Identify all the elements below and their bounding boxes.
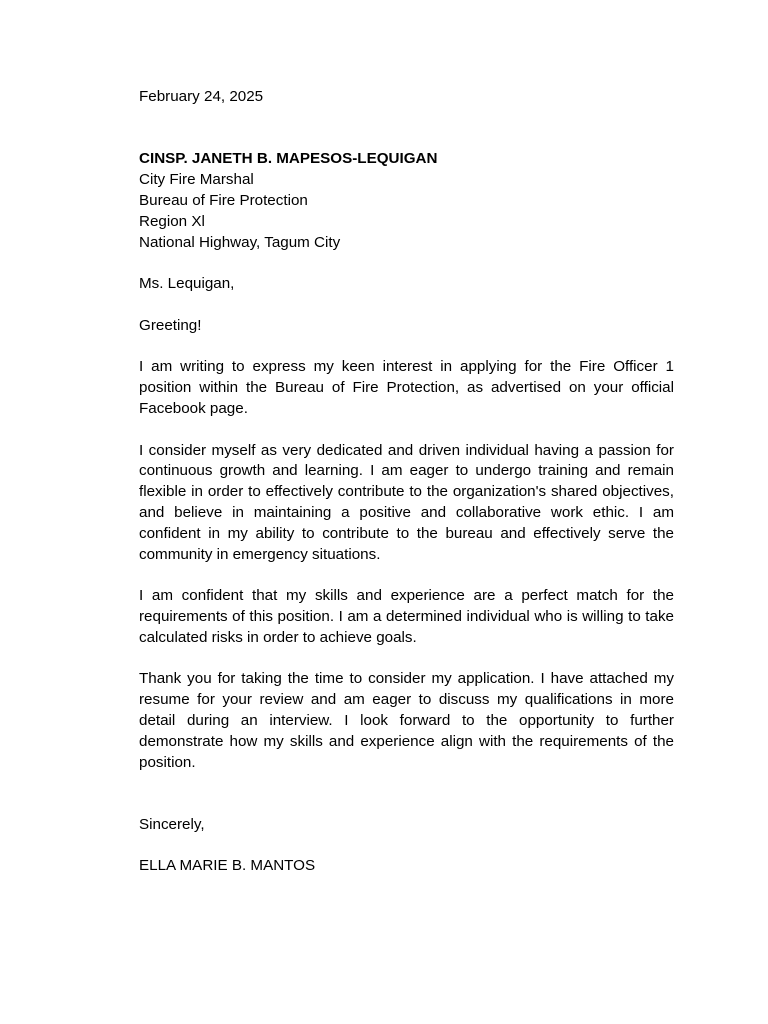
closing: Sincerely,: [139, 815, 205, 833]
application-letter: [139, 87, 674, 877]
recipient-region: Region Xl: [139, 212, 205, 230]
body-paragraph-interest: I am writing to express my keen interest in applying for the Fire Officer 1 position within the Bureau of Fire Protection, as advertised on your official Facebook page.: [139, 358, 674, 417]
recipient-block: [139, 149, 674, 253]
recipient-address: National Highway, Tagum City: [139, 233, 341, 251]
greeting: Greeting!: [139, 316, 202, 334]
recipient-organization: Bureau of Fire Protection: [139, 191, 308, 209]
recipient-name: CINSP. JANETH B. MAPESOS-LEQUIGAN: [139, 150, 438, 168]
body-paragraph-skills: I am confident that my skills and experience are a perfect match for the requirements of this position. I am a determined individual who is willing to take calculated risks in order to achieve goals.: [139, 587, 674, 646]
body-paragraph-dedication: I consider myself as very dedicated and driven individual having a passion for continuous growth and learning. I am eager to undergo training and remain flexible in order to effectively contribute to the organization's shared objectives, and believe in maintaining a positive and collaborative work ethic. I am confident in my ability to contribute to the bureau and effectively serve the community in emergency situations.: [139, 441, 674, 563]
letter-date: February 24, 2025: [139, 88, 264, 105]
signature-name: ELLA MARIE B. MANTOS: [139, 857, 316, 875]
body-paragraph-thanks: Thank you for taking the time to consider my application. I have attached my resume for your review and am eager to discuss my qualifications in more detail during an interview. I look forward to the opportunity to further demonstrate how my skills and experience align with the requirements of the position.: [139, 670, 674, 771]
salutation: Ms. Lequigan,: [139, 275, 235, 293]
recipient-title: City Fire Marshal: [139, 171, 254, 189]
